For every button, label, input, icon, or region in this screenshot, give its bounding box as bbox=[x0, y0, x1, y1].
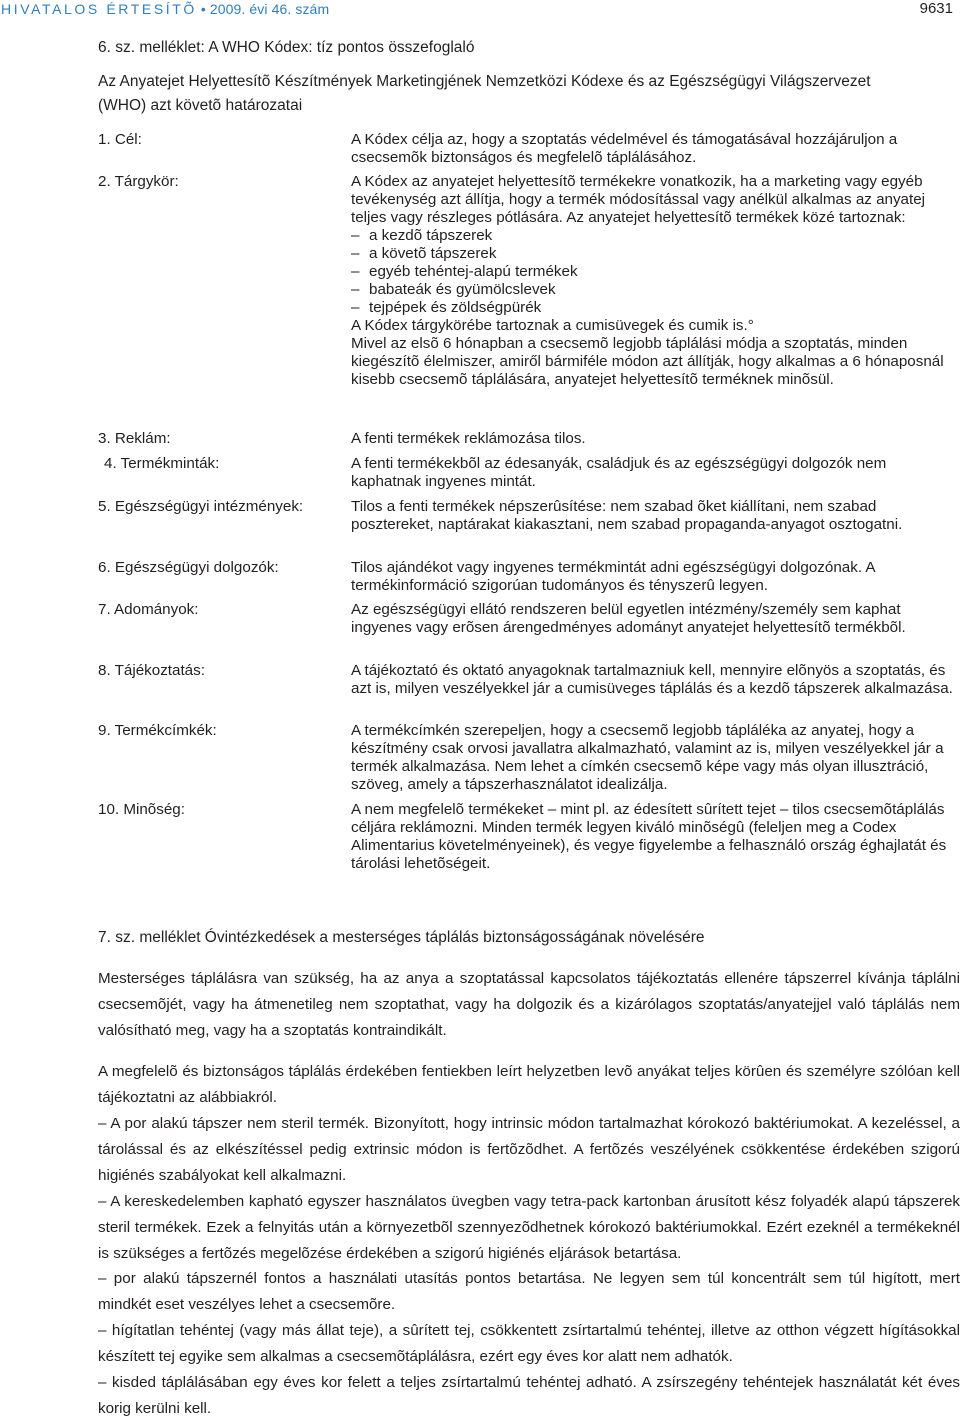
annex7-bullet: – hígítatlan tehéntej (vagy más állat teje), a sûrített tej, csökkentett zsírtartalmú tehéntej, illetve az otthon végzett hígításokkal készített tej egyike sem alkalmas a csecsemõtáplálásra, ezért egy éves kor alatt nem adhatók. bbox=[98, 1322, 960, 1365]
code-item-text: Az egészségügyi ellátó rendszeren belül egyetlen intézmény/személy sem kaphat ingyenes vagy erõsen árengedményes adományt anyatejet helyettesítõ termékbõl. bbox=[351, 601, 906, 636]
journal-name: HIVATALOS ÉRTESÍTÕ bbox=[1, 1, 197, 17]
page-number: 9631 bbox=[919, 0, 953, 17]
code-item-label: 9. Termékcímkék: bbox=[98, 722, 217, 739]
scope-list-item: – a kezdõ tápszerek bbox=[351, 227, 493, 244]
code-item-text bbox=[351, 173, 958, 389]
code-item-text: A Kódex célja az, hogy a szoptatás védelmével és támogatásával hozzájáruljon a csecsemõk biztonságos és megfelelõ táplálásához. bbox=[351, 131, 898, 166]
annex6-subtitle-2: (WHO) azt követõ határozatai bbox=[98, 97, 303, 114]
page-header bbox=[0, 0, 960, 22]
annex7-paragraph-2: A megfelelõ és biztonságos táplálás érdekében fentiekben leírt helyzetben levõ anyákat teljes körûen és személyre szólóan kell tájékoztatni az alábbiakról. bbox=[98, 1063, 960, 1106]
code-item-text: A fenti termékek reklámozása tilos. bbox=[351, 430, 586, 447]
scope-list-item: – tejpépek és zöldségpürék bbox=[351, 299, 542, 316]
scope-list-item: – egyéb tehéntej-alapú termékek bbox=[351, 263, 578, 280]
annex7-bullet: – A por alakú tápszer nem steril termék. Bizonyított, hogy intrinsic módon tartalmazhat kórokozó baktériumokat. A kezeléssel, a tárolással és az elkészítéssel pedig extrinsic módon is fertõzõdhet. A fertõzés veszélyének csökkentése érdekében szigorú higiénés szabályokat kell alkalmazni. bbox=[98, 1115, 960, 1184]
journal-issue: • 2009. évi 46. szám bbox=[200, 1, 330, 17]
code-item-text: A tájékoztató és oktató anyagoknak tartalmazniuk kell, mennyire elõnyös a szoptatás, és azt is, milyen veszélyekkel jár a cumisüveges táplálás és a kezdõ tápszerek alkalmazása. bbox=[351, 662, 953, 697]
scope-note: Mivel az elsõ 6 hónapban a csecsemõ legjobb táplálási módja a szoptatás, minden kiegészítõ élelmiszer, amiről bármiféle módon azt állítják, hogy alkalmas a 6 hónaposnál kisebb csecsemõ táplálására, anyatejet helyettesítõ terméknek minõsül. bbox=[351, 335, 944, 388]
annex7-bullet: – A kereskedelemben kapható egyszer használatos üvegben vagy tetra-pack kartonban árusított kész folyadék alapú tápszerek steril termékek. Ezek a felnyitás után a környezetbõl szennyezõdhetnek kórokozó baktériumokkal. Ezért ezeknél a termékeknél is szükséges a fertõzés megelõzése érdekében a szigorú higiénés eljárások betartása. bbox=[98, 1193, 960, 1262]
code-item-label: 4. Termékminták: bbox=[104, 455, 220, 472]
annex7-bullet: – kisded táplálásában egy éves kor felett a teljes zsírtartalmú tehéntej adható. A zsírszegény tehéntejek használatát két éves korig kerülni kell. bbox=[98, 1374, 960, 1417]
code-item-label: 7. Adományok: bbox=[98, 601, 199, 618]
code-item-text: Tilos ajándékot vagy ingyenes termékmintát adni egészségügyi dolgozónak. A termékinformáció szigorúan tudományos és tényszerû legyen. bbox=[351, 559, 875, 594]
journal-title bbox=[1, 0, 329, 18]
scope-list-item: – a követõ tápszerek bbox=[351, 245, 497, 262]
scope-note: A Kódex tárgykörébe tartoznak a cumisüvegek és cumik is.° bbox=[351, 317, 754, 334]
code-item-text: A fenti termékekbõl az édesanyák, családjuk és az egészségügyi dolgozók nem kaphatnak ingyenes mintát. bbox=[351, 455, 887, 490]
code-item-label: 10. Minõség: bbox=[98, 801, 185, 818]
code-item-label: 2. Tárgykör: bbox=[98, 173, 179, 190]
code-item-label: 8. Tájékoztatás: bbox=[98, 662, 205, 679]
annex7-bullet: – por alakú tápszernél fontos a használati utasítás pontos betartása. Ne legyen sem túl koncentrált sem túl higított, mert mindkét eset veszélyes lehet a csecsemõre. bbox=[98, 1270, 960, 1313]
code-item-label: 6. Egészségügyi dolgozók: bbox=[98, 559, 279, 576]
code-item-label: 5. Egészségügyi intézmények: bbox=[98, 498, 304, 515]
annex7-paragraph-1: Mesterséges táplálásra van szükség, ha az anya a szoptatással kapcsolatos tájékoztatás ellenére tápszerrel kívánja táplálni csecsemõjét, vagy ha átmenetileg nem szoptathat, vagy ha dolgozik és a kizárólagos szoptatás/anyatejjel való táplálás nem valósítható meg, vagy ha a szoptatás kontraindikált. bbox=[98, 970, 960, 1039]
annex6-title: 6. sz. melléklet: A WHO Kódex: tíz pontos összefoglaló bbox=[98, 39, 475, 56]
code-item-text: A termékcímkén szerepeljen, hogy a csecsemõ legjobb tápláléka az anyatej, hogy a készítmény csak orvosi javallatra alkalmazható, valamint az is, milyen veszélyekkel jár a termék alkalmazása. Nem lehet a címkén csecsemõ képe vagy más olyan illusztráció, szöveg, amely a tápszerhasználatot idealizálja. bbox=[351, 722, 944, 793]
annex6-subtitle: Az Anyatejet Helyettesítõ Készítmények Marketingjének Nemzetközi Kódexe és az Egészségügyi Világszervezet bbox=[98, 73, 871, 90]
scope-intro: A Kódex az anyatejet helyettesítõ termékekre vonatkozik, ha a marketing vagy egyéb tevékenység azt állítja, hogy a termék módosítással vagy anélkül alkalmas az anyatej teljes vagy részleges pótlására. Az anyatejet helyettesítõ termékek közé tartoznak: bbox=[351, 173, 926, 226]
annex7-title: 7. sz. melléklet Óvintézkedések a mesterséges táplálás biztonságosságának növelésére bbox=[98, 929, 705, 946]
code-item-text: A nem megfelelõ termékeket – mint pl. az édesített sûrített tejet – tilos csecsemõtáplálás céljára reklámozni. Minden termék legyen kiváló minõségû (feleljen meg a Codex Alimentarius követelményeinek), és vegye figyelembe a felhasználó ország éghajlatát és tárolási lehetõségeit. bbox=[351, 801, 947, 872]
scope-list-item: – babateák és gyümölcslevek bbox=[351, 281, 556, 298]
code-item-text: Tilos a fenti termékek népszerûsítése: nem szabad õket kiállítani, nem szabad posztereket, naptárakat kiakasztani, nem szabad propaganda-anyagot osztogatni. bbox=[351, 498, 903, 533]
code-item-label: 1. Cél: bbox=[98, 131, 142, 148]
code-item-label: 3. Reklám: bbox=[98, 430, 171, 447]
